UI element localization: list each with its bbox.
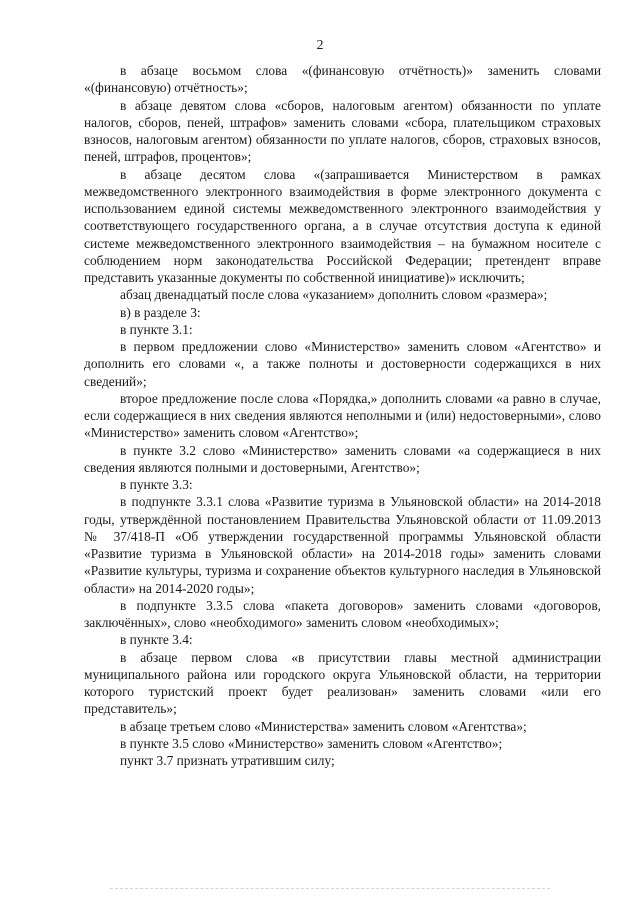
paragraph-point-3-5: в пункте 3.5 слово «Министерство» заменить словом «Агентство»;	[120, 735, 503, 751]
paragraph-subpoint-3-3-5: в подпункте 3.3.5 слова «пакета договоров» заменить словами «договоров, заключённых», слово «необходимого» заменить словом «необходимых»;	[84, 597, 601, 630]
document-body	[84, 62, 601, 769]
paragraph-section-3: в) в разделе 3:	[120, 304, 201, 320]
paragraph-abzac-9: в абзаце девятом слова «сборов, налоговым агентом) обязанности по уплате налогов, сборов, пеней, штрафов» заменить словами «сбора, плательщиком страховых взносов, налоговым агентом) обязанности по уплате налогов, сборов, страховых взносов, пеней, штрафов, процентов»;	[84, 97, 601, 165]
paragraph-point-3-1-first: в первом предложении слово «Министерство» заменить словом «Агентство» и дополнить его словами «, а также полноты и достоверности содержащихся в них сведений»;	[84, 339, 601, 389]
paragraph-point-3-4: в пункте 3.4:	[120, 632, 193, 648]
paragraph-point-3-7: пункт 3.7 признать утратившим силу;	[120, 753, 335, 768]
page-number: 2	[316, 38, 324, 53]
paragraph-abzac-8: в абзаце восьмом слова «(финансовую отчётность)» заменить словами «(финансовую) отчётность»;	[84, 63, 601, 96]
paragraph-subpoint-3-3-1: в подпункте 3.3.1 слова «Развитие туризма в Ульяновской области» на 2014-2018 годы, утверждённой постановлением Правительства Ульяновской области от 11.09.2013 № 37/418-П «Об утверждении государственной программы Ульяновской области «Развитие туризма в Ульяновской области» на 2014-2018 годы» заменить словами «Развитие культуры, туризма и сохранение объектов культурного наследия в Ульяновской области» на 2014-2020 годы»;	[84, 494, 601, 596]
paragraph-point-3-4-first: в абзаце первом слова «в присутствии главы местной администрации муниципального района или городского округа Ульяновской области, на территории которого туристский проект будет реализован» заменить словами «или его представитель»;	[84, 649, 601, 717]
scan-edge-artifact	[110, 888, 550, 893]
paragraph-abzac-10: в абзаце десятом слова «(запрашивается Министерством в рамках межведомственного электронного взаимодействия в форме электронного документа с использованием единой системы межведомственного электронного взаимодействия у соответствующего государственного органа, а в случае отсутствия доступа к единой системе межведомственного электронного взаимодействия – на бумажном носителе с соблюдением норм законодательства Российской Федерации; претендент вправе представить указанные документы по собственной инициативе)» исключить;	[84, 166, 601, 285]
paragraph-abzac-12: абзац двенадцатый после слова «указанием» дополнить словом «размера»;	[120, 287, 548, 303]
paragraph-point-3-3: в пункте 3.3:	[120, 477, 193, 492]
paragraph-point-3-4-third: в абзаце третьем слово «Министерства» заменить словом «Агентства»;	[120, 718, 527, 734]
paragraph-point-3-1-second: второе предложение после слова «Порядка,» дополнить словами «а равно в случае, если содержащиеся в них сведения являются неполными и (или) недостоверными», слово «Министерство» заменить словом «Агентство»;	[84, 390, 601, 441]
paragraph-point-3-1: в пункте 3.1:	[120, 321, 193, 337]
paragraph-point-3-2: в пункте 3.2 слово «Министерство» заменить словами «а содержащиеся в них сведения являются полными и достоверными, Агентство»;	[84, 442, 601, 475]
